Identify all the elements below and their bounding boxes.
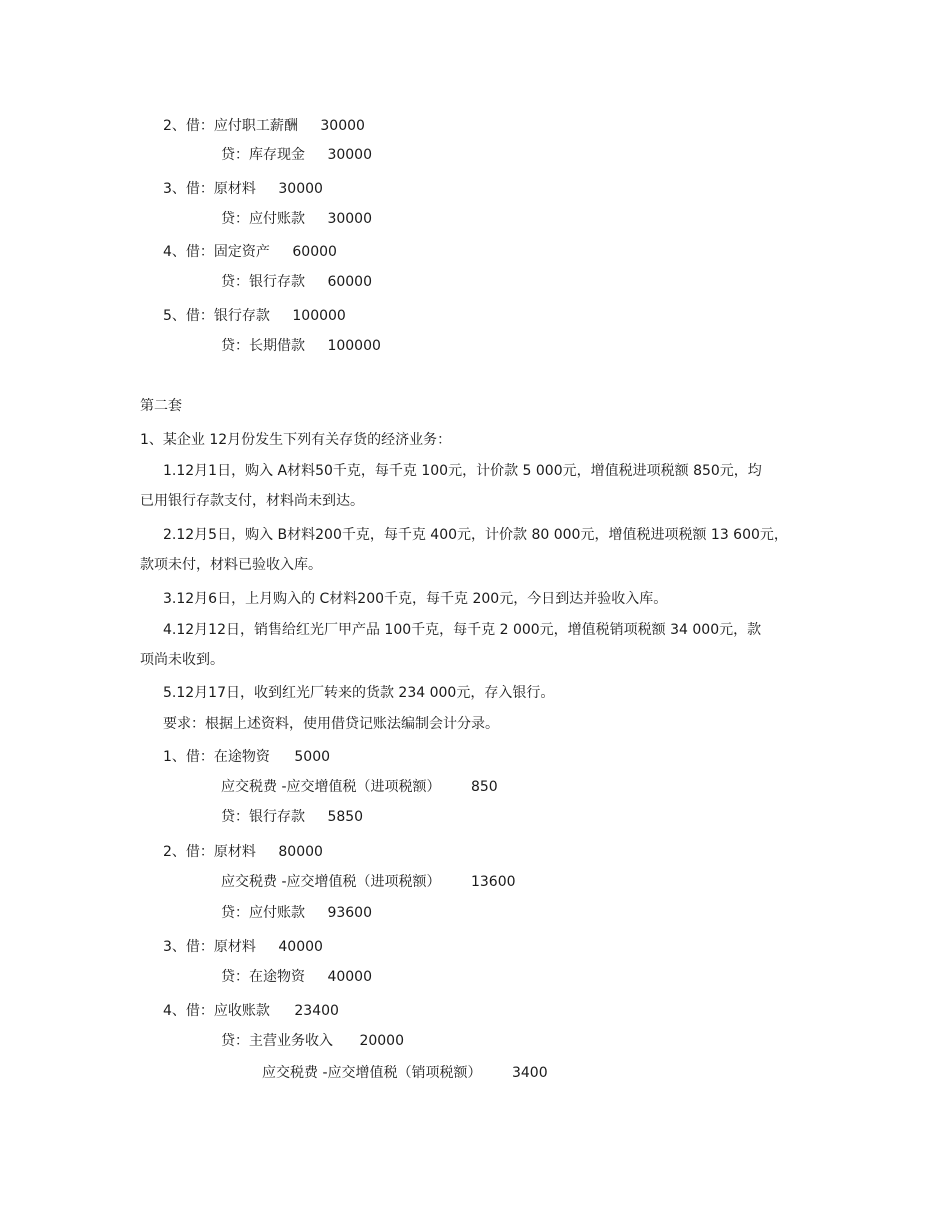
entry-label: 1、借：在途物资 [163, 749, 270, 765]
entry-amount: 23400 [294, 1003, 339, 1019]
entry-amount: 30000 [320, 118, 365, 134]
entry-amount: 40000 [278, 939, 323, 955]
journal-entry-debit [163, 1002, 339, 1020]
entry-amount: 3400 [511, 1065, 548, 1081]
journal-entry-credit [221, 808, 363, 826]
journal-entry-credit [221, 968, 372, 986]
entry-label: 应交税费 -应交增值税（进项税额） [221, 779, 441, 795]
entry-label: 贷：银行存款 [221, 809, 305, 825]
problem-item-4-line-1: 4.12月12日，销售给红光厂甲产品 100千克，每千克 2 000元，增值税销项税额 34 000元，款 [163, 622, 762, 638]
entry-label: 应交税费 -应交增值税（销项税额） [262, 1065, 482, 1081]
entry-label: 2、借：应付职工薪酬 [163, 118, 298, 134]
journal-entry-credit [221, 146, 372, 164]
entry-label: 贷：在途物资 [221, 969, 305, 985]
journal-entry-debit [163, 117, 365, 135]
problem-item-3: 3.12月6日，上月购入的 C材料200千克，每千克 200元，今日到达并验收入库。 [163, 591, 668, 607]
entry-label: 3、借：原材料 [163, 939, 256, 955]
entry-amount: 850 [470, 779, 498, 795]
entry-amount: 5850 [327, 809, 364, 825]
problem-requirement: 要求：根据上述资料，使用借贷记账法编制会计分录。 [163, 716, 499, 732]
journal-entry-credit [221, 1032, 404, 1050]
entry-amount: 100000 [292, 308, 346, 324]
entry-amount: 100000 [327, 338, 381, 354]
journal-entry-debit-sub [221, 873, 516, 891]
journal-entry-credit [221, 210, 372, 228]
entry-label: 贷：库存现金 [221, 147, 305, 163]
entry-label: 4、借：固定资产 [163, 244, 270, 260]
problem-item-1-line-2: 已用银行存款支付，材料尚未到达。 [140, 493, 364, 509]
entry-amount: 30000 [327, 147, 372, 163]
entry-amount: 20000 [359, 1033, 404, 1049]
journal-entry-debit-sub [221, 778, 498, 796]
problem-item-2-line-2: 款项未付，材料已验收入库。 [140, 557, 322, 573]
journal-entry-debit [163, 748, 330, 766]
problem-item-1-line-1: 1.12月1日，购入 A材料50千克，每千克 100元，计价款 5 000元，增值税进项税额 850元，均 [163, 463, 762, 479]
entry-amount: 60000 [292, 244, 337, 260]
journal-entry-credit [221, 904, 372, 922]
entry-label: 2、借：原材料 [163, 844, 256, 860]
entry-label: 贷：应付账款 [221, 905, 305, 921]
journal-entry-debit [163, 243, 337, 261]
section-title: 第二套 [140, 398, 182, 414]
entry-amount: 60000 [327, 274, 372, 290]
journal-entry-credit [221, 273, 372, 291]
journal-entry-debit [163, 307, 346, 325]
entry-amount: 13600 [470, 874, 516, 890]
entry-label: 4、借：应收账款 [163, 1003, 270, 1019]
problem-item-2-line-1: 2.12月5日，购入 B材料200千克，每千克 400元，计价款 80 000元，增值税进项税额 13 600元， [163, 527, 788, 543]
journal-entry-debit [163, 180, 323, 198]
problem-intro: 1、某企业 12月份发生下列有关存货的经济业务： [140, 432, 452, 448]
entry-label: 应交税费 -应交增值税（进项税额） [221, 874, 441, 890]
entry-amount: 5000 [294, 749, 331, 765]
journal-entry-credit [221, 337, 381, 355]
problem-item-4-line-2: 项尚未收到。 [140, 652, 224, 668]
entry-amount: 30000 [278, 181, 323, 197]
entry-label: 贷：主营业务收入 [221, 1033, 333, 1049]
problem-item-5: 5.12月17日，收到红光厂转来的货款 234 000元，存入银行。 [163, 685, 555, 701]
entry-amount: 80000 [278, 844, 323, 860]
entry-label: 贷：银行存款 [221, 274, 305, 290]
journal-entry-debit [163, 938, 323, 956]
journal-entry-credit-sub [262, 1064, 548, 1082]
entry-amount: 30000 [327, 211, 372, 227]
entry-label: 3、借：原材料 [163, 181, 256, 197]
entry-label: 贷：长期借款 [221, 338, 305, 354]
entry-label: 5、借：银行存款 [163, 308, 270, 324]
entry-amount: 93600 [327, 905, 372, 921]
journal-entry-debit [163, 843, 323, 861]
entry-label: 贷：应付账款 [221, 211, 305, 227]
entry-amount: 40000 [327, 969, 372, 985]
